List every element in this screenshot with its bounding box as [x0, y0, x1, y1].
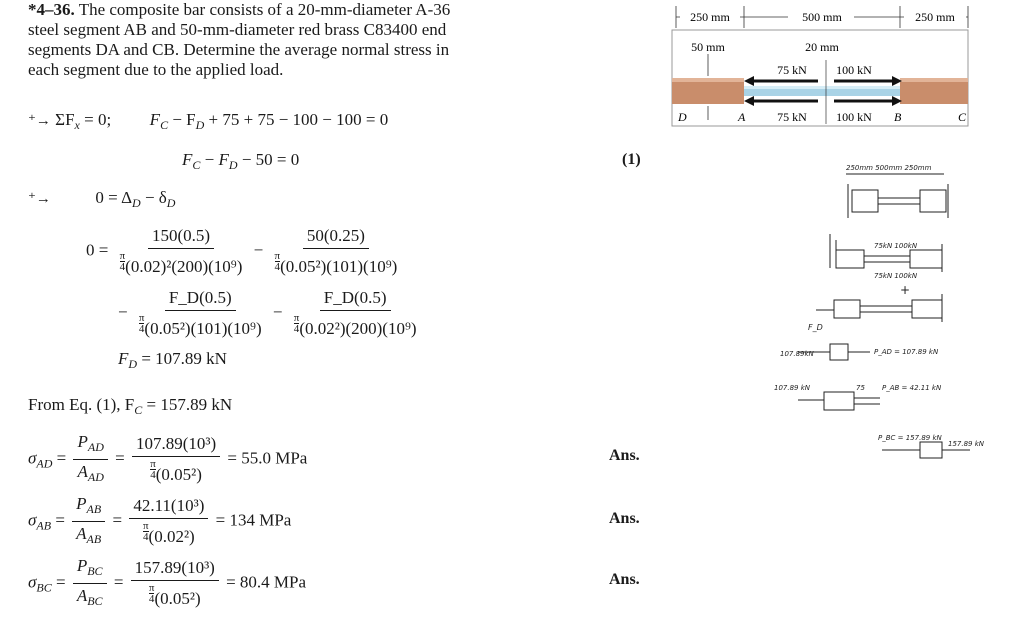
- dim-right: 250 mm: [915, 10, 955, 24]
- load-arrows-bottom: [744, 96, 902, 106]
- compat-rhs: − δ: [144, 188, 167, 207]
- dia-steel: 20 mm: [805, 40, 839, 54]
- label-a: A: [738, 110, 746, 124]
- fraction-term-3: F_D(0.5) $\frac{\pi}{4}$ (0.05²)(101)(10⁹): [138, 288, 262, 338]
- equation-number: (1): [622, 151, 641, 168]
- sketch-pbc: P_BC = 157.89 kN: [878, 434, 942, 442]
- compat-arrow-icon: ⁺→: [28, 191, 51, 207]
- load-arrows-top: [744, 76, 902, 86]
- stress-ab: $\sigma_{AB}$ = $\frac{P_{AB}}{A_{AB}}$ = 42.11(10³) $\frac{\pi}{4}$ (0.02²) = 134 MPa: [28, 494, 292, 546]
- fd-result: $F_D = 107.89$ kN: [118, 349, 227, 371]
- stress-ad: $\sigma_{AD}$ = $\frac{P_{AD}}{A_{AD}}$ = 107.89(10³) $\frac{\pi}{4}$ (0.05²) = 55.0 MPa: [28, 432, 308, 484]
- sketch-pab-left: 107.89 kN: [774, 384, 811, 392]
- compat-lhs: 0 = Δ: [95, 188, 133, 207]
- handwritten-sketch: [770, 160, 990, 470]
- equilibrium-equation: ⁺→ $\Sigma F_x = 0$; $F_C - F_D + 75 + 75 - 100 - 100 = 0$: [28, 110, 389, 132]
- deformation-row-2: − F_D(0.5) $\frac{\pi}{4}$ (0.05²)(101)(10⁹) − F_D(0.5) $\frac{\pi}{4}$ (0.02²)(200)(10⁹): [118, 288, 424, 339]
- answer-label-ad: Ans.: [609, 447, 640, 464]
- sketch-top-loads: 75kN 100kN: [874, 242, 918, 250]
- fraction-term-4: F_D(0.5) $\frac{\pi}{4}$ (0.02²)(200)(10⁹): [293, 288, 417, 338]
- eq1-rest: + 75 + 75 − 100 − 100 = 0: [208, 110, 389, 129]
- label-d: D: [678, 110, 687, 124]
- deformation-row-1: 0 = 150(0.5) $\frac{\pi}{4}$ (0.02)²(200)(10⁹) − 50(0.25) $\frac{\pi}{4}$ (0.05²)(101)(10⁹): [86, 226, 404, 277]
- sketch-fd: F_D: [808, 323, 823, 332]
- label-b: B: [894, 110, 902, 124]
- problem-statement: [28, 0, 478, 80]
- dim-left: 250 mm: [690, 10, 730, 24]
- label-c: C: [958, 110, 967, 124]
- problem-number: *4–36.: [28, 0, 75, 19]
- load-100-top: 100 kN: [836, 63, 872, 77]
- equation-2: $F_C - F_D - 50 = 0$: [182, 150, 300, 172]
- answer-label-ab: Ans.: [609, 510, 640, 527]
- load-75-top: 75 kN: [777, 63, 807, 77]
- fc-result: From Eq. (1), $F_C = 157.89$ kN: [28, 395, 233, 417]
- load-100-bottom: 100 kN: [836, 110, 872, 124]
- problem-text: The composite bar consists of a 20-mm-diameter A-36 steel segment AB and 50-mm-diameter red brass C83400 end segments DA and CB. Determine the average normal stress in each segment due to the applied load.: [28, 0, 451, 79]
- load-75-bottom: 75 kN: [777, 110, 807, 124]
- sketch-bot-loads: 75kN 100kN: [874, 272, 918, 280]
- compatibility-equation: ⁺→ $0 = \Delta_D - \delta_D$: [28, 188, 176, 210]
- sketch-pab-mid: 75: [856, 384, 865, 392]
- fraction-term-1: 150(0.5) $\frac{\pi}{4}$ (0.02)²(200)(10⁹): [119, 226, 243, 276]
- eq1-minus: − F: [172, 110, 196, 129]
- sketch-pad: P_AD = 107.89 kN: [874, 348, 939, 356]
- fraction-term-2: 50(0.25) $\frac{\pi}{4}$ (0.05²)(101)(10⁹): [274, 226, 398, 276]
- svg-text:+: +: [900, 283, 911, 297]
- stress-bc: $\sigma_{BC}$ = $\frac{P_{BC}}{A_{BC}}$ = 157.89(10³) $\frac{\pi}{4}$ (0.05²) = 80.4 MPa: [28, 556, 307, 608]
- dim-mid: 500 mm: [802, 10, 842, 24]
- sketch-fad: 107.89kN: [780, 350, 814, 358]
- dia-brass: 50 mm: [691, 40, 725, 54]
- sum-forces-eq: = 0;: [84, 110, 112, 129]
- composite-bar-figure: [668, 2, 972, 128]
- sum-forces-label: ΣF: [55, 110, 75, 129]
- sketch-pbc-right: 157.89 kN: [948, 440, 985, 448]
- eq2-rest: − 50 = 0: [241, 150, 300, 169]
- sum-forces-sub: x: [74, 118, 80, 132]
- sketch-dims: 250mm 500mm 250mm: [846, 164, 932, 172]
- answer-label-bc: Ans.: [609, 571, 640, 588]
- sketch-pab: P_AB = 42.11 kN: [882, 384, 942, 392]
- sum-arrow-icon: ⁺→: [28, 113, 51, 129]
